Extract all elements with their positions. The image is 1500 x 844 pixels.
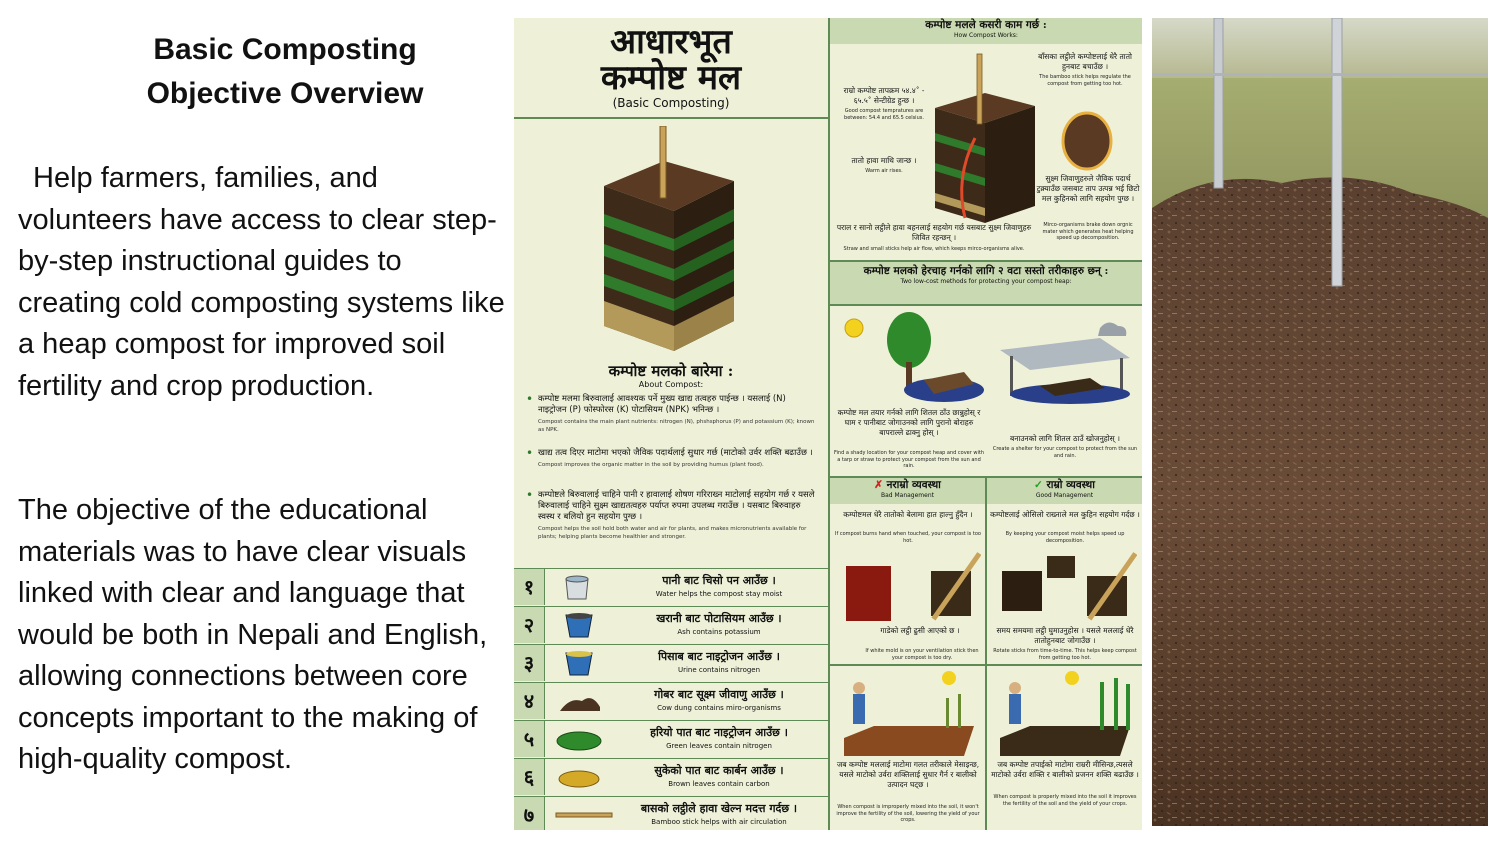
poster-title-line2: कम्पोष्ट मल <box>600 58 742 98</box>
ash-bucket-icon <box>554 611 604 639</box>
poster-title-line1: आधारभूत <box>610 22 732 62</box>
compost-heap-photo <box>1152 18 1488 826</box>
protect-left-english: Find a shady location for your compost heap and cover with a tarp or straw to protect your compost from the sun and rain. <box>834 450 985 469</box>
ingredient-number: ३ <box>514 645 545 681</box>
moist-compost-illustration <box>992 546 1137 626</box>
good-management-header <box>987 478 1142 504</box>
good-tip-nepali: कम्पोष्टलाई ओसिलो राख्नाले मल कुहिन सहयोग गर्दछ । <box>990 510 1140 519</box>
bad-tip-english: If compost burns hand when touched, your compost is too hot. <box>835 531 981 544</box>
ingredient-nepali: गोबर बाट सूक्ष्म जीवाणु आउँछ । <box>654 688 784 701</box>
how-note-nepali: सुक्ष्म जिवाणुहरुले जैविक पदार्थ टुक्र्याउँछ जसबाट ताप उत्पन्न भई छिटो मल कुहिनको लागि सहयोग पुग्छ । <box>1036 174 1140 203</box>
good-title-english: Good Management <box>1035 492 1094 499</box>
divider <box>514 117 828 119</box>
ingredient-english: Bamboo stick helps with air circulation <box>651 818 787 826</box>
ingredient-english: Cow dung contains miro-organisms <box>657 704 781 712</box>
how-note-nepali: तातो हावा माथि जान्छ । <box>851 156 917 165</box>
about-bullet-english: Compost helps the soil hold both water and air for plants, and makes micronutrients available for plants; helping plants become healthier and stronger. <box>538 526 807 540</box>
how-heading-english: How Compost Works: <box>954 32 1018 39</box>
hot-compost-illustration <box>836 546 981 626</box>
divider <box>830 664 1142 666</box>
about-bullet <box>526 490 816 541</box>
good-tip-english: When compost is properly mixed into the soil it improves the fertility of the soil and the yield of your crops. <box>993 794 1137 807</box>
ingredient-nepali: बासको लट्ठीले हावा खेल्न मदत्त गर्दछ । <box>640 802 798 815</box>
how-note-nepali: पराल र सानो लट्ठीले हावा बहनलाई सहयोग गर्छ यसबाट सुक्ष्म जिवाणुहरु जिवित रहन्छन् । <box>836 223 1032 242</box>
compost-heat-illustration <box>925 48 1045 228</box>
ingredient-english: Green leaves contain nitrogen <box>666 742 772 750</box>
ingredient-row <box>514 644 828 681</box>
ingredient-number: २ <box>514 607 545 643</box>
urine-bucket-icon <box>554 649 604 677</box>
bad-tip-nepali: कम्पोष्टमल धेरै तातोको बेलामा हात हाल्नु हुँदैन । <box>843 510 973 519</box>
good-tip-english: By keeping your compost moist helps speed up decomposition. <box>1005 531 1125 544</box>
how-note-nepali: बाँसका लट्ठीले कम्पोष्टलाई धेरै तातो हुनबाट बचाउँछ । <box>1038 52 1132 71</box>
how-note-english: Straw and small sticks help air flow, which keeps mirco-organisms alive. <box>843 246 1025 252</box>
good-tip-nepali: समय समयमा लट्ठी घुमाउनुहोस । यसले मललाई धेरै तातोहुनबाट जोगाउँछ । <box>996 626 1134 645</box>
paragraph-intro <box>18 158 508 407</box>
protect-left-nepali: कम्पोष्ट मल तयार गर्नको लागि शितल ठाँउ छान्नुहोस् र घाम र पानीबाट जोगाउनको लागि पुरानो बोराहरु बापराल्ले ढाक्नु होस् । <box>837 408 981 437</box>
shade-tree-illustration <box>834 310 984 410</box>
bad-title-english: Bad Management <box>880 492 935 499</box>
check-icon: ✓ <box>1034 479 1043 491</box>
ingredient-english: Brown leaves contain carbon <box>668 780 770 788</box>
bad-tip-nepali: गाडेको लट्ठी ढुसी आएको छ । <box>880 626 960 635</box>
good-tip-nepali: जब कम्पोष्ट तपाईको माटोमा राम्ररी मीसिन्छ,त्यसले माटोको उर्वरा शक्ति र बालीको प्रजनन शक्ति बढाउँछ । <box>991 760 1139 779</box>
bad-field-illustration <box>834 668 982 758</box>
how-note-english: Warm air rises. <box>865 168 903 174</box>
ingredient-row <box>514 796 828 830</box>
water-pot-icon <box>554 573 604 601</box>
protect-heading-nepali: कम्पोष्ट मलको हेरचाह गर्नको लागि २ वटा सस्तो तरीकाहरु छन् : <box>863 265 1109 277</box>
ingredient-nepali: सुकेको पात बाट कार्बन आउँछ । <box>654 764 784 777</box>
bad-title-nepali: नराम्रो व्यवस्था <box>886 479 941 491</box>
how-note-english: Good compost tempratures are between: 54.4 and 65.5 celsius. <box>844 108 924 121</box>
about-bullet-english: Compost improves the organic matter in the soil by providing humus (plant food). <box>538 462 764 468</box>
how-heading-nepali: कम्पोष्ट मलले कसरी काम गर्छ : <box>925 19 1047 31</box>
ingredient-number: ५ <box>514 721 545 757</box>
poster-left-column <box>514 18 830 830</box>
bamboo-stick-icon <box>554 801 614 829</box>
shelter-illustration <box>990 308 1140 408</box>
ingredient-english: Water helps the compost stay moist <box>655 590 783 598</box>
ingredient-number: ७ <box>514 797 545 830</box>
about-compost-subheading: About Compost: <box>638 380 704 389</box>
compost-layers-illustration <box>594 126 744 354</box>
cross-icon: ✗ <box>874 479 883 491</box>
ingredient-nepali: पिसाब बाट नाइट्रोजन आउँछ । <box>658 650 780 663</box>
bad-tip-nepali: जब कम्पोष्ट मललाई माटोमा गलत तरीकाले मेसाइन्छ, यसले माटोको उर्वरा शक्तिलाई सुधार गैर्न र बालीको उत्पादन घट्छ । <box>836 760 980 789</box>
ingredient-english: Ash contains potassium <box>677 628 761 636</box>
bad-tip-english: When compost is improperly mixed into the soil, it won't improve the fertility of the soil, lowering the yield of your crops. <box>836 804 980 823</box>
protect-compost-header <box>830 260 1142 306</box>
ingredient-row <box>514 682 828 719</box>
ingredient-row <box>514 568 828 605</box>
about-compost-heading: कम्पोष्ट मलको बारेमा : <box>608 362 734 380</box>
slide-title <box>90 28 480 116</box>
how-note-nepali: राम्रो कम्पोष्ट तापक्रम ५४.४˚ - ६५.५˚ सेन्टीग्रेड हुन्छ । <box>843 86 925 105</box>
ingredient-number: १ <box>514 569 545 605</box>
poster-right-column <box>830 18 1142 830</box>
ingredient-row <box>514 720 828 757</box>
good-tip-english: Rotate sticks from time-to-time. This helps keep compost from getting too hot. <box>993 648 1137 661</box>
poster-title-english: (Basic Composting) <box>612 96 730 110</box>
microorganism-icon <box>1058 110 1116 172</box>
divider <box>985 476 987 830</box>
ingredient-nepali: हरियो पात बाट नाइट्रोजन आउँछ । <box>650 726 788 739</box>
about-bullet-nepali: • कम्पोष्ट मलमा बिरुवालाई आवश्यक पर्ने मुख्य खाद्य तत्वहरु पाईन्छ । यसलाई (N) नाइट्रोजन (P) फोस्फोरस (K) पोटासियम (NPK) भनिन्छ । <box>526 394 816 416</box>
bad-tip-english: If white mold is on your ventilation stick then your compost is too dry. <box>865 648 979 661</box>
how-note-english: Mirco-organisms brake down orgnic mater which generates heat helping speed up decomposition. <box>1042 222 1134 241</box>
good-title-nepali: राम्रो व्यवस्था <box>1046 479 1095 491</box>
ingredient-nepali: पानी बाट चिसो पन आउँछ । <box>662 574 776 587</box>
protect-right-english: Create a shelter for your compost to protect from the sun and rain. <box>992 446 1138 459</box>
ingredient-row <box>514 758 828 795</box>
about-bullet-nepali: • खाद्य तत्व दिएर माटोमा भएको जैविक पदार्थलाई सुधार गर्छ (माटोको उर्वर शक्ति बढाउँछ । <box>526 448 816 459</box>
ingredient-english: Urine contains nitrogen <box>677 666 761 674</box>
bad-management-header <box>830 478 985 504</box>
protect-heading-english: Two low-cost methods for protecting your compost heap: <box>900 278 1072 285</box>
ingredient-number: ४ <box>514 683 545 719</box>
about-bullet-english: Compost contains the main plant nutrients: nitrogen (N), phshsphorus (P) and potassium (K); known as NPK. <box>538 419 815 433</box>
green-leaves-icon <box>554 725 604 753</box>
how-note-english: The bamboo stick helps regulate the compost from getting too hot. <box>1039 74 1131 87</box>
paragraph-objective: The objective of the educational materials was to have clear visuals linked with clear and language that would be both in Nepali and English, allowing connections between core concepts important to the making of high-quality compost. <box>18 494 488 775</box>
cow-dung-icon <box>554 687 604 715</box>
composting-poster <box>514 18 1142 830</box>
brown-leaves-icon <box>554 763 604 791</box>
slide-title-line2: Objective Overview <box>146 77 424 110</box>
poster-title-nepali <box>514 24 828 96</box>
ingredient-number: ६ <box>514 759 545 795</box>
good-field-illustration <box>990 668 1138 758</box>
slide-title-line1: Basic Composting <box>153 33 417 66</box>
about-bullet <box>526 448 816 469</box>
ingredient-nepali: खरानी बाट पोटासियम आउँछ । <box>656 612 782 625</box>
about-bullet <box>526 394 816 434</box>
protect-right-nepali: बनाउनको लागि शितल ठाउँ खोजनुहोस् । <box>1010 434 1120 443</box>
paragraph-intro-text: Help farmers, families, and volunteers have access to clear step-by-step instructional guides to creating cold composting systems like a heap compost for improved soil fertility and crop production. <box>18 162 505 402</box>
about-bullet-nepali: • कम्पोष्टले बिरुवालाई चाहिने पानी र हावालाई शोषण गरिराख्न माटोलाई सहयोग गर्छ र यसले बिरुवालाई चाहिने सुक्ष्म खाद्यतत्वहरु पर्याप्त रुपमा उपलब्ध गराउँछ । यसबाट बिरुवाहरु स्वस्थ र बलियो हुन सहयोग पुग्छ । <box>526 490 816 523</box>
ingredient-row <box>514 606 828 643</box>
how-compost-works-header <box>830 18 1142 44</box>
